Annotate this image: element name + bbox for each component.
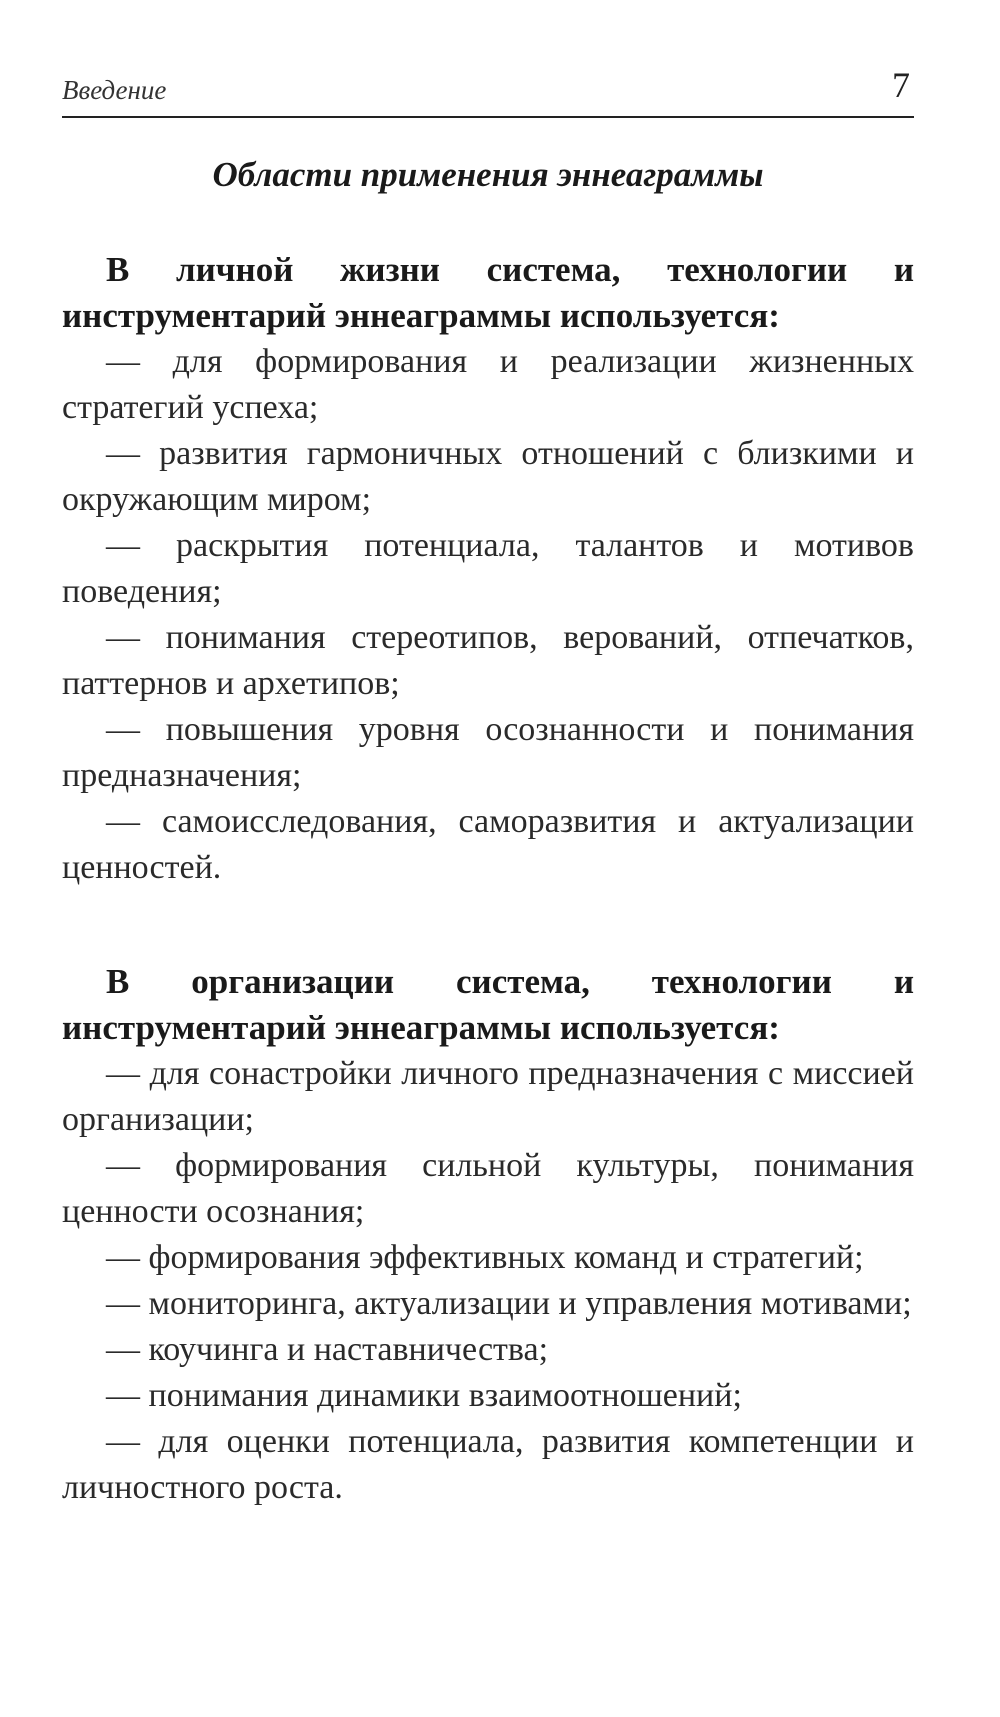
personal-life-block [62,247,914,891]
page-number: 7 [892,65,910,105]
list-item: — формирования сильной культуры, понимания ценности осознания; [62,1147,914,1230]
list-item: — коучинга и наставничества; [106,1331,549,1368]
list-item: — развития гармоничных отношений с близкими и окружающим миром; [62,435,914,518]
page-content [62,155,914,1579]
block-lead: В организации система, технологии и инструментарий эннеаграммы используется: [62,962,914,1047]
list-item: — мониторинга, актуализации и управления мотивами; [106,1285,912,1322]
running-head: Введение [62,75,167,105]
list-item: — понимания стереотипов, верований, отпечатков, паттернов и архетипов; [62,619,914,702]
list-item: — самоисследования, саморазвития и актуализации ценностей. [62,803,914,886]
organization-block [62,959,914,1511]
block-lead: В личной жизни система, технологии и инструментарий эннеаграммы используется: [62,250,914,335]
list-item: — для оценки потенциала, развития компетенции и личностного роста. [62,1423,914,1506]
list-item: — понимания динамики взаимоотношений; [106,1377,742,1414]
list-item: — для формирования и реализации жизненных стратегий успеха; [62,343,914,426]
list-item: — формирования эффективных команд и стратегий; [106,1239,864,1276]
section-title: Области применения эннеаграммы [212,155,764,194]
list-item: — повышения уровня осознанности и понимания предназначения; [62,711,914,794]
list-item: — для сонастройки личного предназначения с миссией организации; [62,1055,914,1138]
page-header [62,56,914,118]
list-item: — раскрытия потенциала, талантов и мотивов поведения; [62,527,914,610]
